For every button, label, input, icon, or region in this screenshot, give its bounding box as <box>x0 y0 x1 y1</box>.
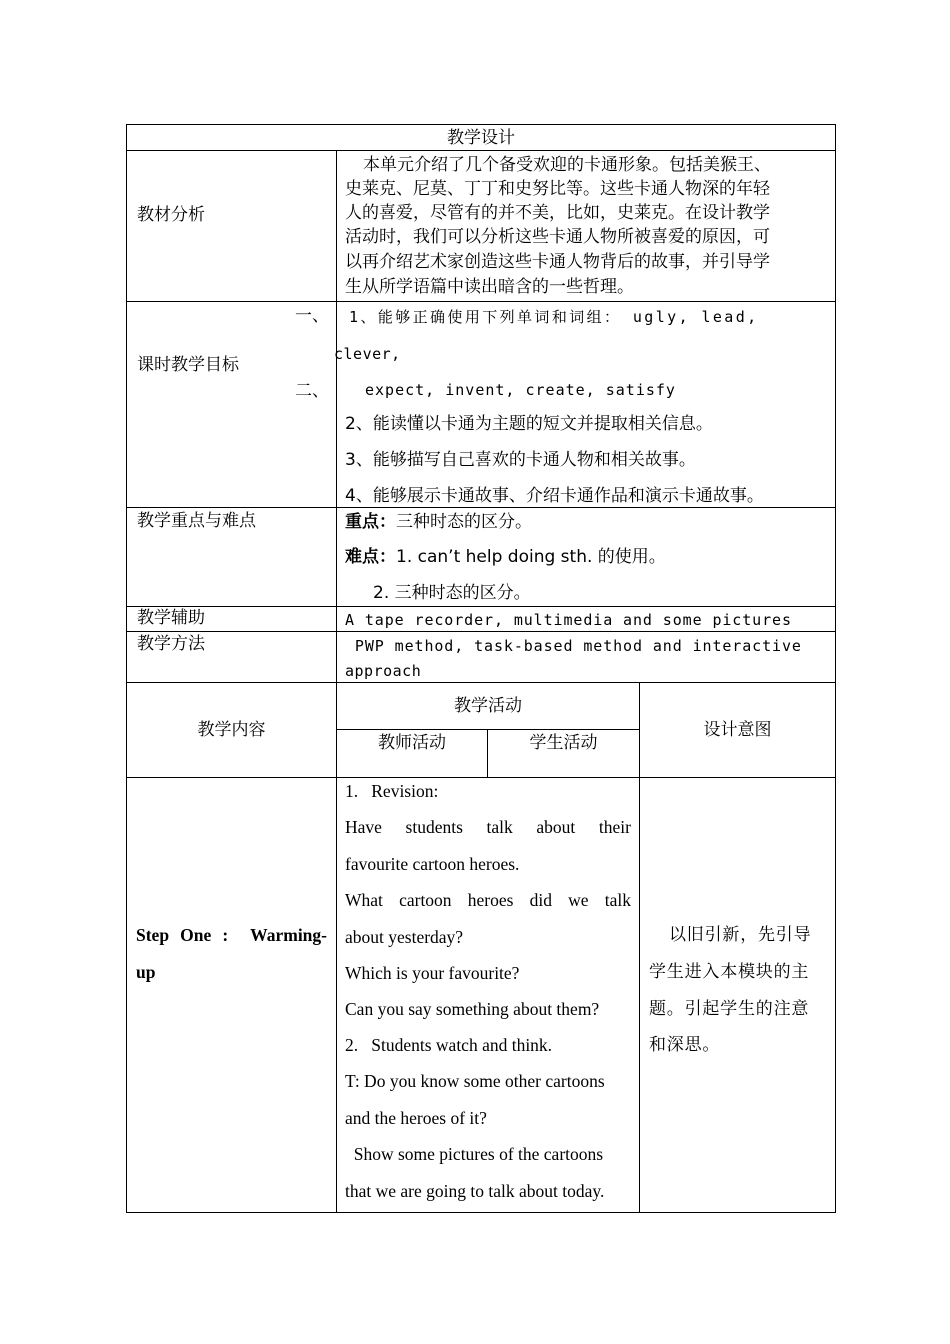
step-one-label: Step One : Warming- <box>136 925 327 945</box>
objectives-label: 课时教学目标 <box>137 355 239 375</box>
key-point-line <box>345 511 532 533</box>
row-divider <box>127 150 835 151</box>
objective-line: expect, invent, create, satisfy <box>365 381 676 399</box>
methods-label: 教学方法 <box>137 634 205 654</box>
step-one-label: up <box>136 962 156 982</box>
design-intent-header: 设计意图 <box>703 720 772 740</box>
methods-text: approach <box>345 662 422 680</box>
intent-line: 题。引起学生的注意 <box>649 999 810 1019</box>
row-divider <box>337 729 640 730</box>
material-analysis-line: 人的喜爱，尽管有的并不美，比如，史莱克。在设计教学 <box>345 203 770 223</box>
material-analysis-line: 本单元介绍了几个备受欢迎的卡通形象。包括美猴王、 <box>363 155 771 175</box>
difficult-point-text: 1. can’t help doing sth. 的使用。 <box>396 547 666 567</box>
row-divider <box>127 777 835 778</box>
activity-line: and the heroes of it? <box>345 1108 487 1128</box>
difficult-point-heading: 难点： <box>345 547 396 567</box>
activity-line: favourite cartoon heroes. <box>345 854 520 874</box>
objective-line: clever, <box>334 345 401 363</box>
activity-line: Have students talk about their <box>345 817 631 837</box>
content-header: 教学内容 <box>197 720 266 740</box>
activity-line: What cartoon heroes did we talk <box>345 890 631 910</box>
objective-line: 4、能够展示卡通故事、介绍卡通作品和演示卡通故事。 <box>345 486 764 506</box>
material-analysis-line: 以再介绍艺术家创造这些卡通人物背后的故事，并引导学 <box>345 252 770 272</box>
difficult-point-line: 2. 三种时态的区分。 <box>373 583 531 603</box>
teacher-activity-header: 教师活动 <box>378 733 446 753</box>
column-divider <box>336 150 337 1213</box>
material-analysis-line: 史莱克、尼莫、丁丁和史努比等。这些卡通人物深的年轻 <box>345 179 770 199</box>
intent-line: 以旧引新，先引导 <box>669 925 812 945</box>
row-divider <box>127 301 835 302</box>
key-points-label: 教学重点与难点 <box>137 511 256 531</box>
activity-line: 2. Students watch and think. <box>345 1035 553 1055</box>
row-divider <box>127 631 835 632</box>
objective-marker: 一、 <box>295 306 329 326</box>
difficult-point-line <box>345 546 666 568</box>
key-point-text: 三种时态的区分。 <box>396 512 532 532</box>
student-activity-header: 学生活动 <box>529 733 598 753</box>
intent-line: 和深思。 <box>649 1035 721 1055</box>
activity-line: Can you say something about them? <box>345 999 600 1019</box>
material-analysis-line: 活动时，我们可以分析这些卡通人物所被喜爱的原因，可 <box>345 227 770 247</box>
column-divider <box>639 682 640 1213</box>
objective-line: 2、能读懂以卡通为主题的短文并提取相关信息。 <box>345 414 713 434</box>
aids-text: A tape recorder, multimedia and some pictures <box>345 611 792 629</box>
objective-line: 1、能够正确使用下列单词和词组： ugly, lead, <box>349 308 759 326</box>
aids-label: 教学辅助 <box>137 608 205 628</box>
activity-line: Show some pictures of the cartoons <box>345 1144 604 1164</box>
row-divider <box>127 507 835 508</box>
objective-line: 3、能够描写自己喜欢的卡通人物和相关故事。 <box>345 450 696 470</box>
material-analysis-line: 生从所学语篇中读出暗含的一些哲理。 <box>345 277 634 297</box>
activities-header: 教学活动 <box>454 696 522 716</box>
activity-line: about yesterday? <box>345 927 464 947</box>
row-divider <box>127 606 835 607</box>
objective-marker: 二、 <box>295 381 329 401</box>
methods-text: PWP method, task-based method and interactive <box>345 637 802 655</box>
activity-line: that we are going to talk about today. <box>345 1181 605 1201</box>
row-divider <box>127 682 835 683</box>
activity-line: Which is your favourite? <box>345 963 520 983</box>
key-point-heading: 重点： <box>345 512 396 532</box>
material-analysis-label: 教材分析 <box>137 205 205 225</box>
activity-line: T: Do you know some other cartoons <box>345 1071 605 1091</box>
activity-line: 1. Revision: <box>345 781 439 801</box>
intent-line: 学生进入本模块的主 <box>649 962 810 982</box>
lesson-plan-table <box>126 124 836 1213</box>
table-title: 教学设计 <box>447 128 515 148</box>
